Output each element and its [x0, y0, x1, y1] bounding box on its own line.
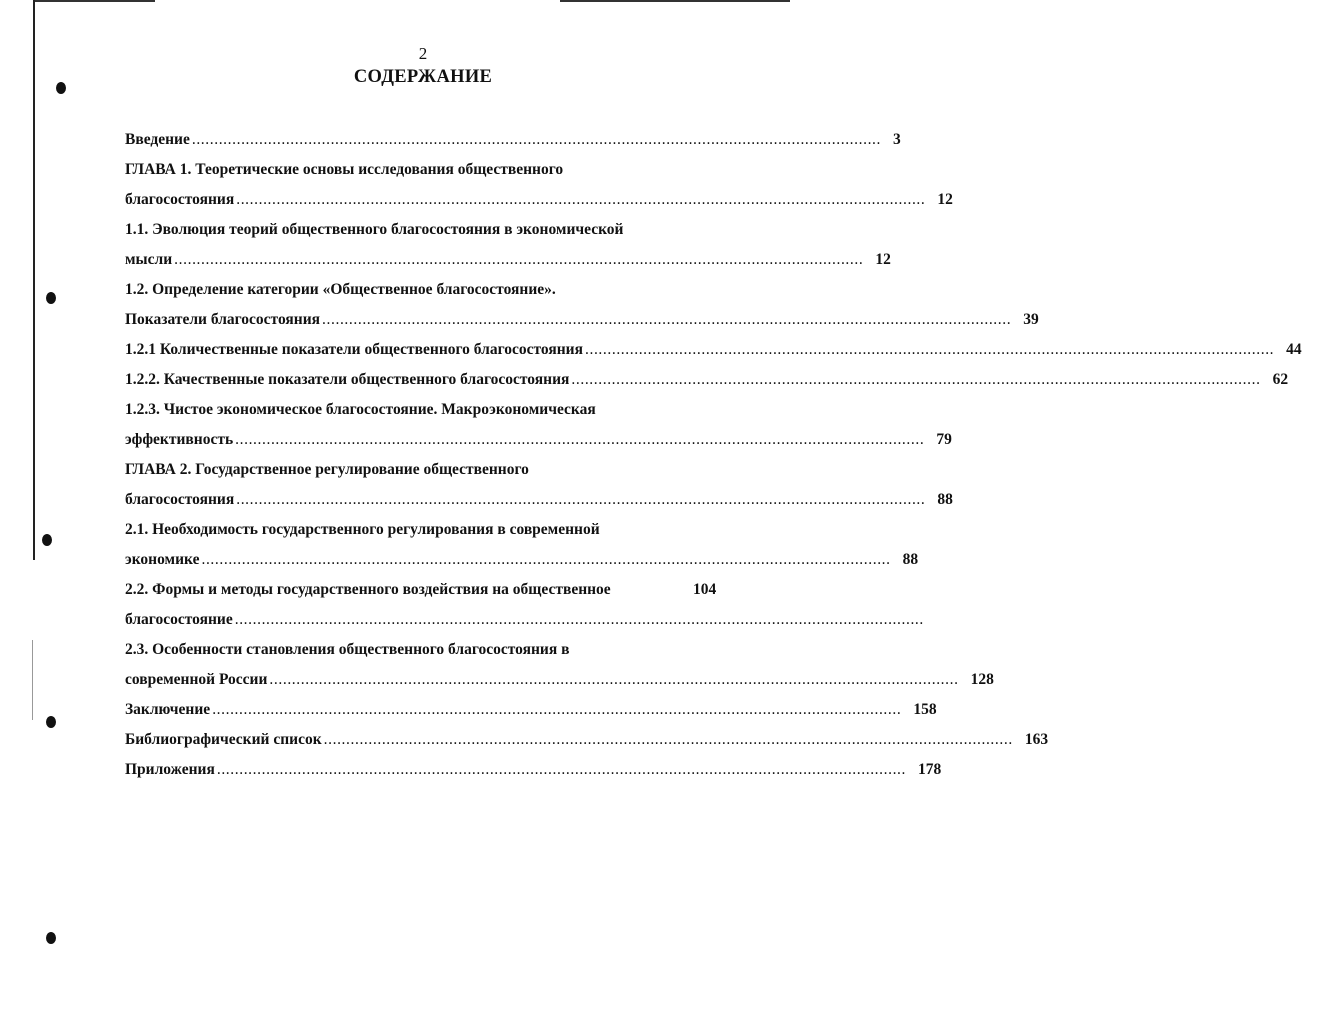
toc-entry-line	[125, 275, 725, 305]
toc-entry-text: благосостояния	[125, 191, 235, 208]
binder-hole-3	[42, 534, 52, 546]
toc-entry-text: экономике	[125, 551, 200, 568]
toc-page-number: 44	[1286, 341, 1302, 358]
dot-leader: ..........................................................................................................................................................	[234, 611, 924, 628]
dot-leader: ..........................................................................................................................................................	[212, 701, 902, 718]
toc-entry-text: 2.3. Особенности становления общественного благосостояния в	[125, 641, 570, 658]
binder-hole-4	[46, 716, 56, 728]
dot-leader: ..........................................................................................................................................................	[322, 311, 1012, 328]
toc-entry-line	[125, 545, 919, 575]
toc-entry-line	[125, 335, 1302, 365]
toc-entry-line	[125, 665, 994, 695]
toc-entry	[125, 155, 953, 215]
binder-hole-2	[46, 292, 56, 304]
toc-entry	[125, 635, 994, 695]
toc-page-number: 12	[937, 191, 953, 208]
page-title: СОДЕРЖАНИЕ	[353, 67, 493, 87]
toc-page-number: 158	[913, 701, 937, 718]
toc-entry-text: Заключение	[125, 701, 211, 718]
toc-entry-line	[125, 485, 953, 515]
toc-entry	[125, 575, 924, 635]
toc-entry	[125, 395, 952, 455]
scan-top-rule	[35, 0, 155, 2]
toc-entry-text: благосостояния	[125, 491, 235, 508]
toc-page-number: 88	[937, 491, 953, 508]
toc-entry	[125, 215, 891, 275]
toc-entry-text: 2.1. Необходимость государственного регулирования в современной	[125, 521, 600, 538]
toc-page-number: 12	[875, 251, 891, 268]
toc-entry-text: Библиографический список	[125, 731, 322, 748]
toc-entry-line	[125, 365, 1289, 395]
dot-leader: ..........................................................................................................................................................	[216, 761, 906, 778]
page-number: 2	[418, 44, 428, 63]
toc-entry-line	[125, 305, 1039, 335]
toc-entry	[125, 125, 901, 155]
toc-entry-line	[125, 725, 1049, 755]
toc-page-number: 104	[693, 581, 717, 598]
scan-left-edge-lower	[32, 640, 33, 720]
toc-entry-text: ГЛАВА 2. Государственное регулирование общественного	[125, 461, 529, 478]
toc-entry-text: современной России	[125, 671, 268, 688]
toc-entry	[125, 365, 1289, 395]
toc-entry	[125, 455, 953, 515]
dot-leader: ..........................................................................................................................................................	[174, 251, 864, 268]
dot-leader: ..........................................................................................................................................................	[235, 431, 925, 448]
toc-entry-line	[125, 125, 901, 155]
toc-entry	[125, 335, 1302, 365]
toc-entry-text: 1.1. Эволюция теорий общественного благосостояния в экономической	[125, 221, 624, 238]
toc-entry-text: 1.2.2. Качественные показатели общественного благосостояния	[125, 371, 570, 388]
toc-entry-text: мысли	[125, 251, 173, 268]
toc-page-number: 39	[1023, 311, 1039, 328]
binder-hole-5	[46, 932, 56, 944]
toc-entry-text: благосостояние	[125, 611, 233, 628]
toc-entry-text: ГЛАВА 1. Теоретические основы исследования общественного	[125, 161, 564, 178]
dot-leader: ..........................................................................................................................................................	[585, 341, 1275, 358]
toc-page-number: 178	[918, 761, 942, 778]
toc-entry-line	[125, 755, 942, 785]
toc-entry-line	[125, 185, 953, 215]
dot-leader: ..........................................................................................................................................................	[236, 191, 926, 208]
toc-entry	[125, 725, 1049, 755]
toc-page-number: 3	[893, 131, 901, 148]
toc-entry	[125, 755, 942, 785]
toc-entry-line	[125, 605, 924, 635]
toc-entry-text: эффективность	[125, 431, 234, 448]
toc-page-number: 88	[902, 551, 919, 568]
toc-entry	[125, 275, 1039, 335]
dot-leader: ..........................................................................................................................................................	[191, 131, 882, 148]
toc-entry-line	[125, 695, 937, 725]
toc-entry-text: Приложения	[125, 761, 215, 778]
toc-entry-text: 1.2. Определение категории «Общественное благосостояние».	[125, 281, 556, 298]
toc-entry	[125, 515, 919, 575]
toc-entry-text: Показатели благосостояния	[125, 311, 321, 328]
toc-entry-text: Введение	[125, 131, 190, 148]
toc-page-number: 79	[936, 431, 952, 448]
dot-leader: ..........................................................................................................................................................	[323, 731, 1013, 748]
dot-leader: ..........................................................................................................................................................	[201, 551, 891, 568]
toc-entry-line	[125, 635, 725, 665]
toc-page-number: 62	[1272, 371, 1289, 388]
toc-entry-text: 1.2.3. Чистое экономическое благосостояние. Макроэкономическая	[125, 401, 596, 418]
dot-leader: ..........................................................................................................................................................	[571, 371, 1261, 388]
toc-entry-line	[125, 395, 725, 425]
toc-entry-line	[125, 215, 725, 245]
toc-page-number: 128	[970, 671, 994, 688]
toc-entry	[125, 695, 937, 725]
toc-entry-line	[125, 575, 725, 605]
toc-entry-text: 1.2.1 Количественные показатели общественного благосостояния	[125, 341, 583, 358]
dot-leader: ..........................................................................................................................................................	[236, 491, 926, 508]
toc-entry-text: 2.2. Формы и методы государственного воздействия на общественное	[125, 581, 611, 598]
toc-entry-line	[125, 515, 725, 545]
toc-entry-line	[125, 425, 952, 455]
table-of-contents	[125, 125, 1302, 785]
toc-entry-line	[125, 245, 891, 275]
scan-top-rule-right	[560, 0, 790, 2]
toc-entry-line	[125, 155, 725, 185]
toc-entry-line	[125, 455, 725, 485]
dot-leader: ..........................................................................................................................................................	[269, 671, 959, 688]
toc-page-number: 163	[1024, 731, 1049, 748]
